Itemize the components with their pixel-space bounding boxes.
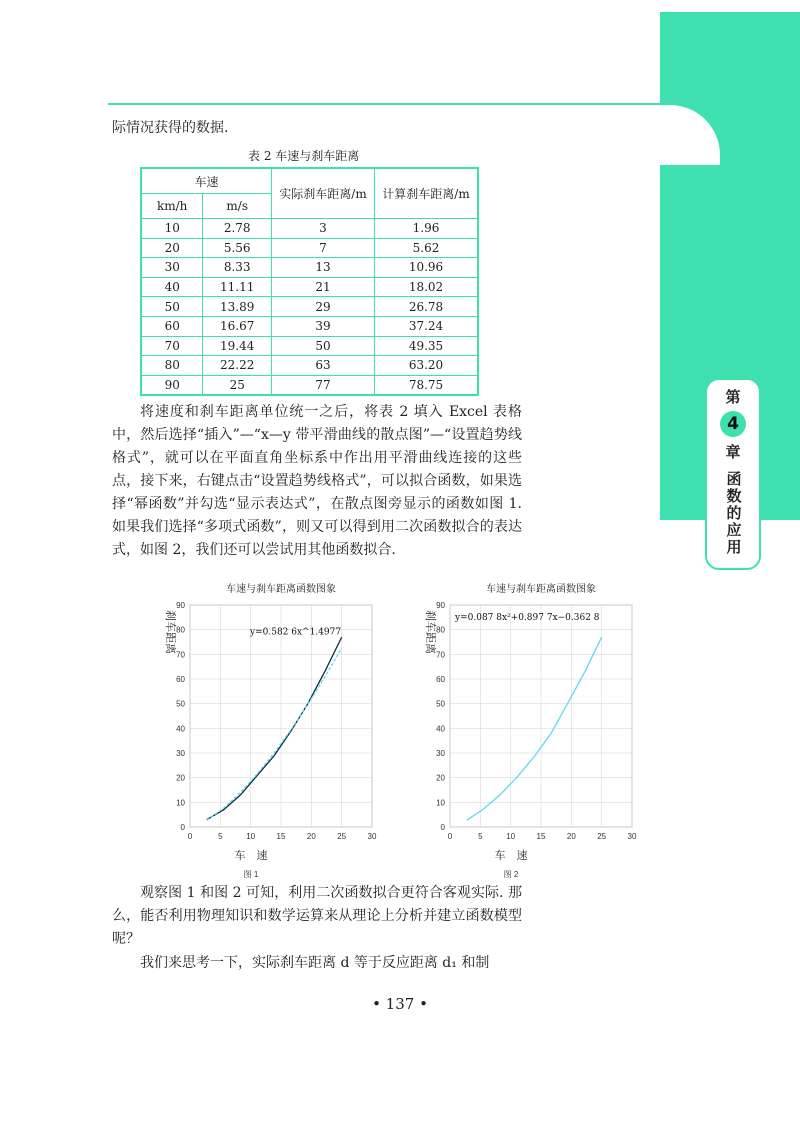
table-cell: 1.96 xyxy=(375,219,479,239)
table-cell: 80 xyxy=(141,356,203,376)
table-cell: 20 xyxy=(141,238,203,258)
chart-figure-1 xyxy=(150,580,395,880)
paragraph-0: 际情况获得的数据. xyxy=(112,120,229,136)
x-tick-label: 5 xyxy=(218,832,223,841)
table-cell: 7 xyxy=(272,238,375,258)
page-number: • 137 • xyxy=(372,995,428,1013)
table-row xyxy=(141,375,478,395)
x-axis-label: 车 速 xyxy=(234,849,268,862)
table-cell: 30 xyxy=(141,258,203,278)
table-row xyxy=(141,356,478,376)
chapter-prefix: 第 xyxy=(725,388,741,406)
x-tick-label: 5 xyxy=(478,832,483,841)
y-tick-label: 20 xyxy=(436,773,445,783)
x-tick-label: 20 xyxy=(306,832,316,841)
header-calc: 计算刹车距离/m xyxy=(375,168,479,219)
figure-caption: 图 2 xyxy=(503,870,519,879)
table-row xyxy=(141,258,478,278)
chart-figure-2 xyxy=(410,580,655,880)
table-cell: 5.62 xyxy=(375,238,479,258)
y-tick-label: 10 xyxy=(436,798,445,808)
table-row xyxy=(141,336,478,356)
x-tick-label: 20 xyxy=(566,832,576,841)
y-tick-label: 50 xyxy=(436,699,445,709)
y-tick-label: 0 xyxy=(440,823,445,832)
table-cell: 11.11 xyxy=(203,277,272,297)
table-cell: 50 xyxy=(141,297,203,317)
table-cell: 77 xyxy=(272,375,375,395)
x-tick-label: 25 xyxy=(597,832,607,841)
table-cell: 40 xyxy=(141,277,203,297)
y-tick-label: 70 xyxy=(176,650,185,660)
table-cell: 21 xyxy=(272,277,375,297)
data-table xyxy=(140,167,479,396)
x-tick-label: 30 xyxy=(367,832,377,841)
table-cell: 26.78 xyxy=(375,297,479,317)
table-cell: 5.56 xyxy=(203,238,272,258)
header-speed: 车速 xyxy=(141,168,272,194)
header-kmh: km/h xyxy=(141,194,203,219)
table-cell: 37.24 xyxy=(375,316,479,336)
table-cell: 16.67 xyxy=(203,316,272,336)
x-tick-label: 30 xyxy=(627,832,637,841)
table-cell: 78.75 xyxy=(375,375,479,395)
chapter-number: 4 xyxy=(720,411,746,437)
table-cell: 39 xyxy=(272,316,375,336)
y-tick-label: 90 xyxy=(436,601,445,610)
trend-equation: y=0.087 8x²+0.897 7x−0.362 8 xyxy=(455,612,600,623)
table-cell: 18.02 xyxy=(375,277,479,297)
y-tick-label: 10 xyxy=(176,798,185,808)
paragraph-3: 我们来思考一下，实际刹车距离 d 等于反应距离 d₁ 和制 xyxy=(140,955,490,971)
table-cell: 63 xyxy=(272,356,375,376)
table-row xyxy=(141,277,478,297)
y-tick-label: 50 xyxy=(176,699,185,709)
y-tick-label: 40 xyxy=(176,724,185,734)
x-tick-label: 10 xyxy=(246,832,256,841)
table-row xyxy=(141,297,478,317)
chapter-suffix: 章 xyxy=(725,443,741,461)
series-line xyxy=(207,648,342,820)
x-tick-label: 15 xyxy=(276,832,286,841)
x-tick-label: 15 xyxy=(536,832,546,841)
y-tick-label: 30 xyxy=(436,749,445,758)
table-cell: 13.89 xyxy=(203,297,272,317)
chart-title: 车速与刹车距离函数图象 xyxy=(486,584,596,595)
table-cell: 10 xyxy=(141,219,203,239)
table-cell: 2.78 xyxy=(203,219,272,239)
x-axis-label: 车 速 xyxy=(494,849,528,862)
header-actual: 实际刹车距离/m xyxy=(272,168,375,219)
table-cell: 90 xyxy=(141,375,203,395)
table-cell: 22.22 xyxy=(203,356,272,376)
figure-caption: 图 1 xyxy=(243,870,259,879)
chapter-tab xyxy=(705,378,761,570)
table-caption: 表 2 车速与刹车距离 xyxy=(248,149,360,163)
table-cell: 10.96 xyxy=(375,258,479,278)
table-cell: 8.33 xyxy=(203,258,272,278)
paragraph-1: 将速度和刹车距离单位统一之后，将表 2 填入 Excel 表格中，然后选择“插入”—“x—y 带平滑曲线的散点图”—“设置趋势线格式”，就可以在平面直角坐标系中作出用平滑曲线连接的这些点，接下来，右键点击“设置趋势线格式”，可以拟合函数，如果选择“幂函数”并勾选“显示表达式”，在散点图旁显示的函数如图 1. 如果我们选择“多项式函数”，则又可以得到用二次函数拟合的表达式，如图 2，我们还可以尝试用其他函数拟合. xyxy=(112,404,522,558)
series-line xyxy=(467,637,602,820)
header-ms: m/s xyxy=(203,194,272,219)
table-cell: 3 xyxy=(272,219,375,239)
y-axis-label: 刹车距离 xyxy=(164,610,177,654)
y-tick-label: 90 xyxy=(176,601,185,610)
x-tick-label: 0 xyxy=(447,832,453,841)
table-cell: 13 xyxy=(272,258,375,278)
paragraph-2: 观察图 1 和图 2 可知，利用二次函数拟合更符合客观实际. 那么，能否利用物理知识和数学运算来从理论上分析并建立函数模型呢？ xyxy=(112,885,522,947)
y-tick-label: 60 xyxy=(436,675,445,684)
y-tick-label: 20 xyxy=(176,773,185,783)
table-cell: 25 xyxy=(203,375,272,395)
x-tick-label: 0 xyxy=(187,832,193,841)
table-row xyxy=(141,219,478,239)
y-tick-label: 30 xyxy=(176,749,185,758)
table-body xyxy=(141,219,478,396)
table-cell: 70 xyxy=(141,336,203,356)
y-tick-label: 80 xyxy=(176,625,185,635)
table-cell: 19.44 xyxy=(203,336,272,356)
y-tick-label: 80 xyxy=(436,625,445,635)
y-tick-label: 0 xyxy=(180,823,185,832)
table-cell: 60 xyxy=(141,316,203,336)
chart-title: 车速与刹车距离函数图象 xyxy=(226,584,336,595)
y-tick-label: 70 xyxy=(436,650,445,660)
y-tick-label: 40 xyxy=(436,724,445,734)
x-tick-label: 10 xyxy=(506,832,516,841)
table-cell: 29 xyxy=(272,297,375,317)
trend-equation: y=0.582 6x^1.4977 xyxy=(250,627,342,638)
table-cell: 50 xyxy=(272,336,375,356)
chapter-title: 函数的应用 xyxy=(724,470,743,556)
y-tick-label: 60 xyxy=(176,675,185,684)
table-row xyxy=(141,316,478,336)
y-axis-label: 刹车距离 xyxy=(424,610,437,654)
x-tick-label: 25 xyxy=(337,832,347,841)
table-cell: 49.35 xyxy=(375,336,479,356)
table-cell: 63.20 xyxy=(375,356,479,376)
header-rule xyxy=(108,103,712,105)
table-row xyxy=(141,238,478,258)
